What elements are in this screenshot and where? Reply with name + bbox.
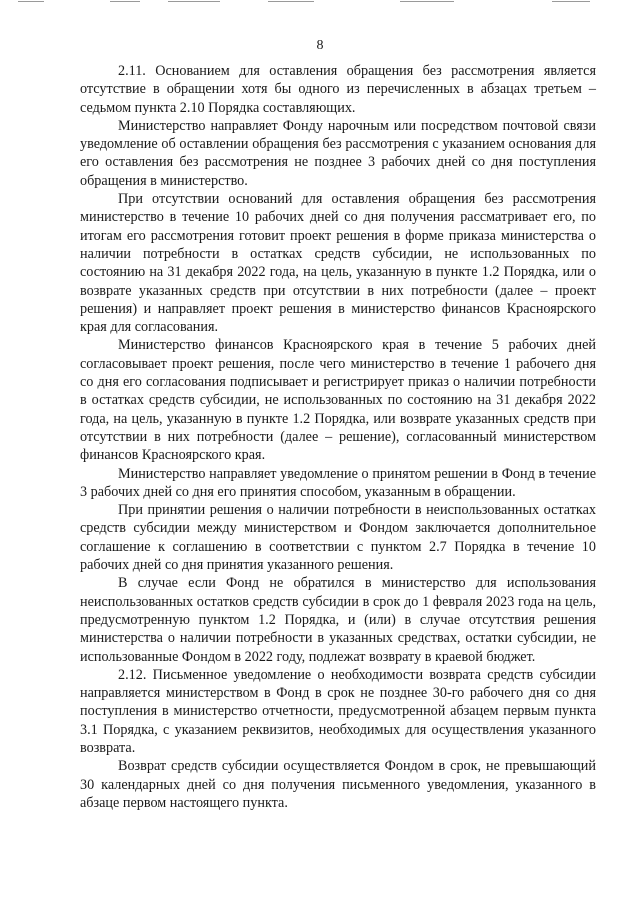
paragraph-finance-ministry-approval: Министерство финансов Красноярского края в течение 5 рабочих дней согласовывает проект решения, после чего министерство в течение 1 рабочего дня со дня его согласования подписывает и регистрирует приказ о наличии потребности в остатках средств субсидии, не использованных по состоянию на 31 декабря 2022 года, на цель, указанную в пункте 1.2 Порядка, или возврате указанных средств при отсутствии в них потребности (далее – решение), согласованный министерством финансов Красноярского края. bbox=[80, 337, 596, 464]
document-body bbox=[80, 62, 596, 812]
paragraph-review-procedure: При отсутствии оснований для оставления обращения без рассмотрения министерство в течение 10 рабочих дней со дня получения рассматривает его, по итогам его рассмотрения готовит проект решения в форме приказа министерства о наличии потребности в остатках средств субсидии, не использованных по состоянию на 31 декабря 2022 года, на цель, указанную в пункте 1.2 Порядка, или о возврате указанных средств при отсутствии в них потребности (далее – проект решения) и направляет проект решения в министерство финансов Красноярского края для согласования. bbox=[80, 191, 596, 336]
paragraph-return-deadline: Возврат средств субсидии осуществляется Фондом в срок, не превышающий 30 календарных дней со дня получения письменного уведомления, указанного в абзаце первом настоящего пункта. bbox=[80, 758, 596, 811]
paragraph-2-11: 2.11. Основанием для оставления обращения без рассмотрения является отсутствие в обращении хотя бы одного из перечисленных в абзацах третьем – седьмом пункта 2.10 Порядка составляющих. bbox=[80, 63, 596, 116]
page-number: 8 bbox=[316, 38, 324, 53]
paragraph-decision-notification: Министерство направляет уведомление о принятом решении в Фонд в течение 3 рабочих дней со дня его принятия способом, указанным в обращении. bbox=[80, 465, 596, 500]
paragraph-additional-agreement: При принятии решения о наличии потребности в неиспользованных остатках средств субсидии между министерством и Фондом заключается дополнительное соглашение к соглашению в соответствии с пунктом 2.7 Порядка в течение 10 рабочих дней со дня принятия указанного решения. bbox=[80, 502, 596, 574]
paragraph-return-to-budget: В случае если Фонд не обратился в министерство для использования неиспользованных остатков средств субсидии в срок до 1 февраля 2023 года на цель, предусмотренную пунктом 1.2 Порядка, и (или) в случае отсутствия решения министерства о наличии потребности в указанных средствах, остатки субсидии, не использованные Фондом в 2022 году, подлежат возврату в краевой бюджет. bbox=[80, 575, 596, 665]
paragraph-2-12: 2.12. Письменное уведомление о необходимости возврата средств субсидии направляется министерством в Фонд в срок не позднее 30-го рабочего дня со дня поступления в министерство отчетности, предусмотренной абзацем первым пункта 3.1 Порядка, с указанием реквизитов, необходимых для осуществления указанного возврата. bbox=[80, 666, 596, 756]
scan-edge-marks bbox=[0, 0, 640, 4]
paragraph-notification-without-review: Министерство направляет Фонду нарочным или посредством почтовой связи уведомление об оставлении обращения без рассмотрения с указанием основания для его оставления без рассмотрения не позднее 3 рабочих дней со дня поступления обращения в министерство. bbox=[80, 117, 596, 189]
